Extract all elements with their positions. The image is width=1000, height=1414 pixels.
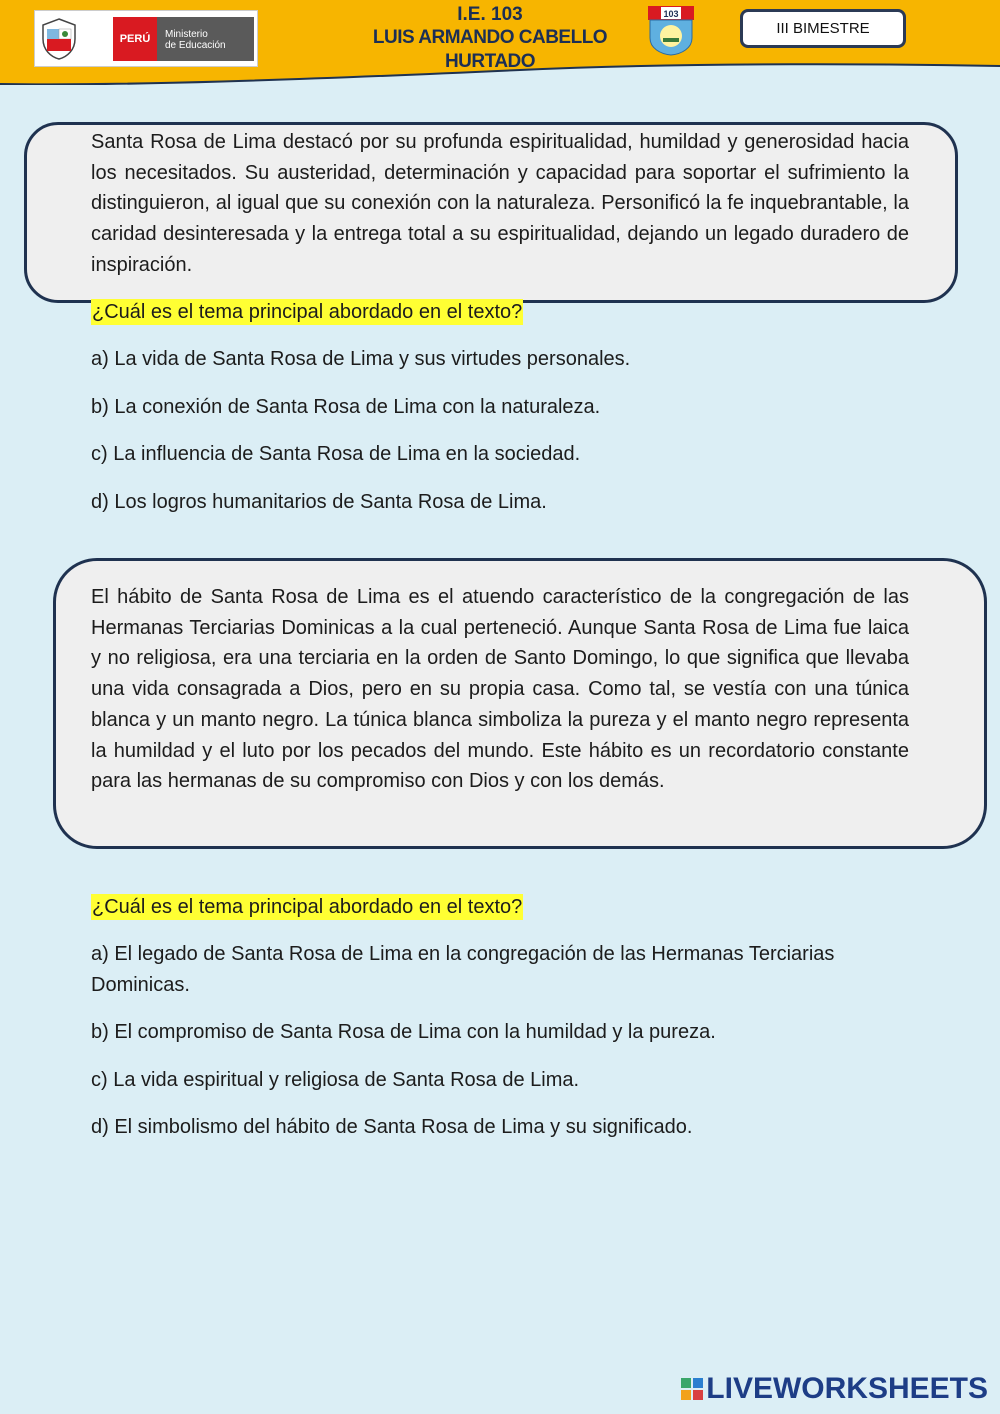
- ministry-label: [157, 17, 254, 61]
- option-1b[interactable]: b) La conexión de Santa Rosa de Lima con la naturaleza.: [91, 396, 601, 418]
- question-2: ¿Cuál es el tema principal abordado en el texto?: [92, 896, 523, 918]
- school-number: I.E. 103: [457, 4, 523, 25]
- peru-label: PERÚ: [113, 17, 157, 61]
- liveworksheets-brand: LIVEWORKSHEETS: [706, 1372, 988, 1405]
- option-2b[interactable]: b) El compromiso de Santa Rosa de Lima con la humildad y la pureza.: [91, 1021, 716, 1043]
- page-header: [0, 0, 1000, 85]
- option-1d[interactable]: d) Los logros humanitarios de Santa Rosa de Lima.: [91, 491, 547, 513]
- option-2c[interactable]: c) La vida espiritual y religiosa de Santa Rosa de Lima.: [91, 1069, 580, 1091]
- school-badge-icon: [646, 4, 696, 56]
- option-1a[interactable]: a) La vida de Santa Rosa de Lima y sus virtudes personales.: [91, 348, 631, 370]
- ministry-logo: [34, 10, 258, 67]
- passage-1: Santa Rosa de Lima destacó por su profunda espiritualidad, humildad y generosidad hacia los necesitados. Su austeridad, determinación y capacidad para soportar el sufrimiento la distinguieron, al igual que su conexión con la naturaleza. Personificó la fe inquebrantable, la caridad desinteresada y la entrega total a su espiritualidad, dejando un legado duradero de inspiración.: [91, 131, 909, 276]
- passage-2: El hábito de Santa Rosa de Lima es el atuendo característico de la congregación de las Hermanas Terciarias Dominicas a la cual perteneció. Aunque Santa Rosa de Lima fue laica y no religiosa, era una terciaria en la orden de Santo Domingo, lo que significa que llevaba una vida consagrada a Dios, pero en su propia casa. Como tal, se vestía con una túnica blanca y un manto negro. La túnica blanca simboliza la pureza y el manto negro representa la humildad y el luto por los pecados del mundo. Este hábito es un recordatorio constante para las hermanas de su compromiso con Dios y con los demás.: [91, 586, 909, 793]
- school-badge-number: 103: [663, 9, 679, 19]
- option-1c[interactable]: c) La influencia de Santa Rosa de Lima en la sociedad.: [91, 443, 581, 465]
- term-label: III BIMESTRE: [740, 9, 906, 48]
- school-full-name: LUIS ARMANDO CABELLO HURTADO: [372, 27, 608, 72]
- option-2a[interactable]: a) El legado de Santa Rosa de Lima en la congregación de las Hermanas Terciarias Dominicas.: [91, 943, 835, 996]
- question-1: ¿Cuál es el tema principal abordado en el texto?: [92, 301, 523, 323]
- coat-of-arms-icon: [39, 17, 79, 61]
- liveworksheets-logo[interactable]: [681, 1372, 988, 1406]
- ministry-line-2: de Educación: [165, 40, 226, 51]
- option-2d[interactable]: d) El simbolismo del hábito de Santa Rosa de Lima y su significado.: [91, 1116, 693, 1138]
- school-name: [330, 4, 650, 74]
- liveworksheets-icon: [681, 1378, 703, 1400]
- ministry-line-1: Ministerio: [165, 29, 208, 40]
